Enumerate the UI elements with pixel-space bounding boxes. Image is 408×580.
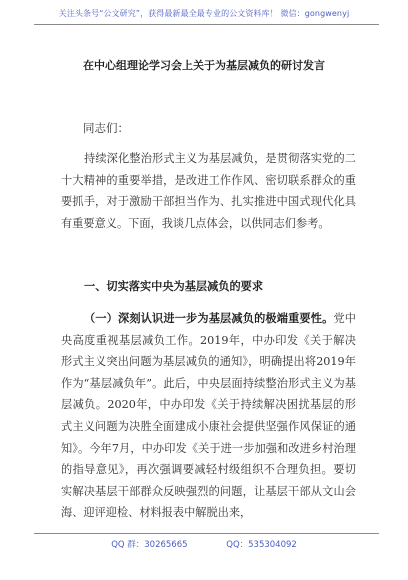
header-promo-text: 关注头条号“公文研究”，获得最新最全最专业的公文资料库！ 微信：gongwenyj xyxy=(58,9,350,18)
header-divider xyxy=(34,24,379,25)
subsection-lead: （一）深刻认识进一步为基层减负的极端重要性。 xyxy=(84,311,334,325)
greeting: 同志们： xyxy=(83,121,129,135)
footer-qq-group: QQ 群：30265665 xyxy=(111,540,188,550)
document-title: 在中心组理论学习会上关于为基层减负的研讨发言 xyxy=(83,59,325,72)
subsection-paragraph xyxy=(61,308,356,538)
section-heading: 一、切实落实中央为基层减负的要求 xyxy=(84,279,264,293)
footer-qq: QQ：535304092 xyxy=(226,540,297,550)
footer xyxy=(0,538,408,550)
intro-paragraph: 持续深化整治形式主义为基层减负，是贯彻落实党的二十大精神的重要举措，是改进工作作风、密切联系群众的重要抓手，对于激励干部担当作为、扎实推进中国式现代化具有重要意义。下面，我谈几点体会，以供同志们参考。 xyxy=(61,152,356,230)
footer-divider xyxy=(34,533,379,534)
subsection-body: 党中央高度重视基层减负工作。2019年，中办印发《关于解决形式主义突出问题为基层减负的通知》，明确提出将2019年作为“基层减负年”。此后，中央层面持续整治形式主义为基层减负。2020年，中办印发《关于持续解决困扰基层的形式主义问题为决胜全面建成小康社会提供坚强作风保证的通知》。今年7月，中办印发《关于进一步加强和改进乡村治理的指导意见》，再次强调要减轻村级组织不合理负担。要切实解决基层干部群众反映强烈的问题，让基层干部从文山会海、迎评迎检、材料报表中解脱出来， xyxy=(61,312,356,520)
